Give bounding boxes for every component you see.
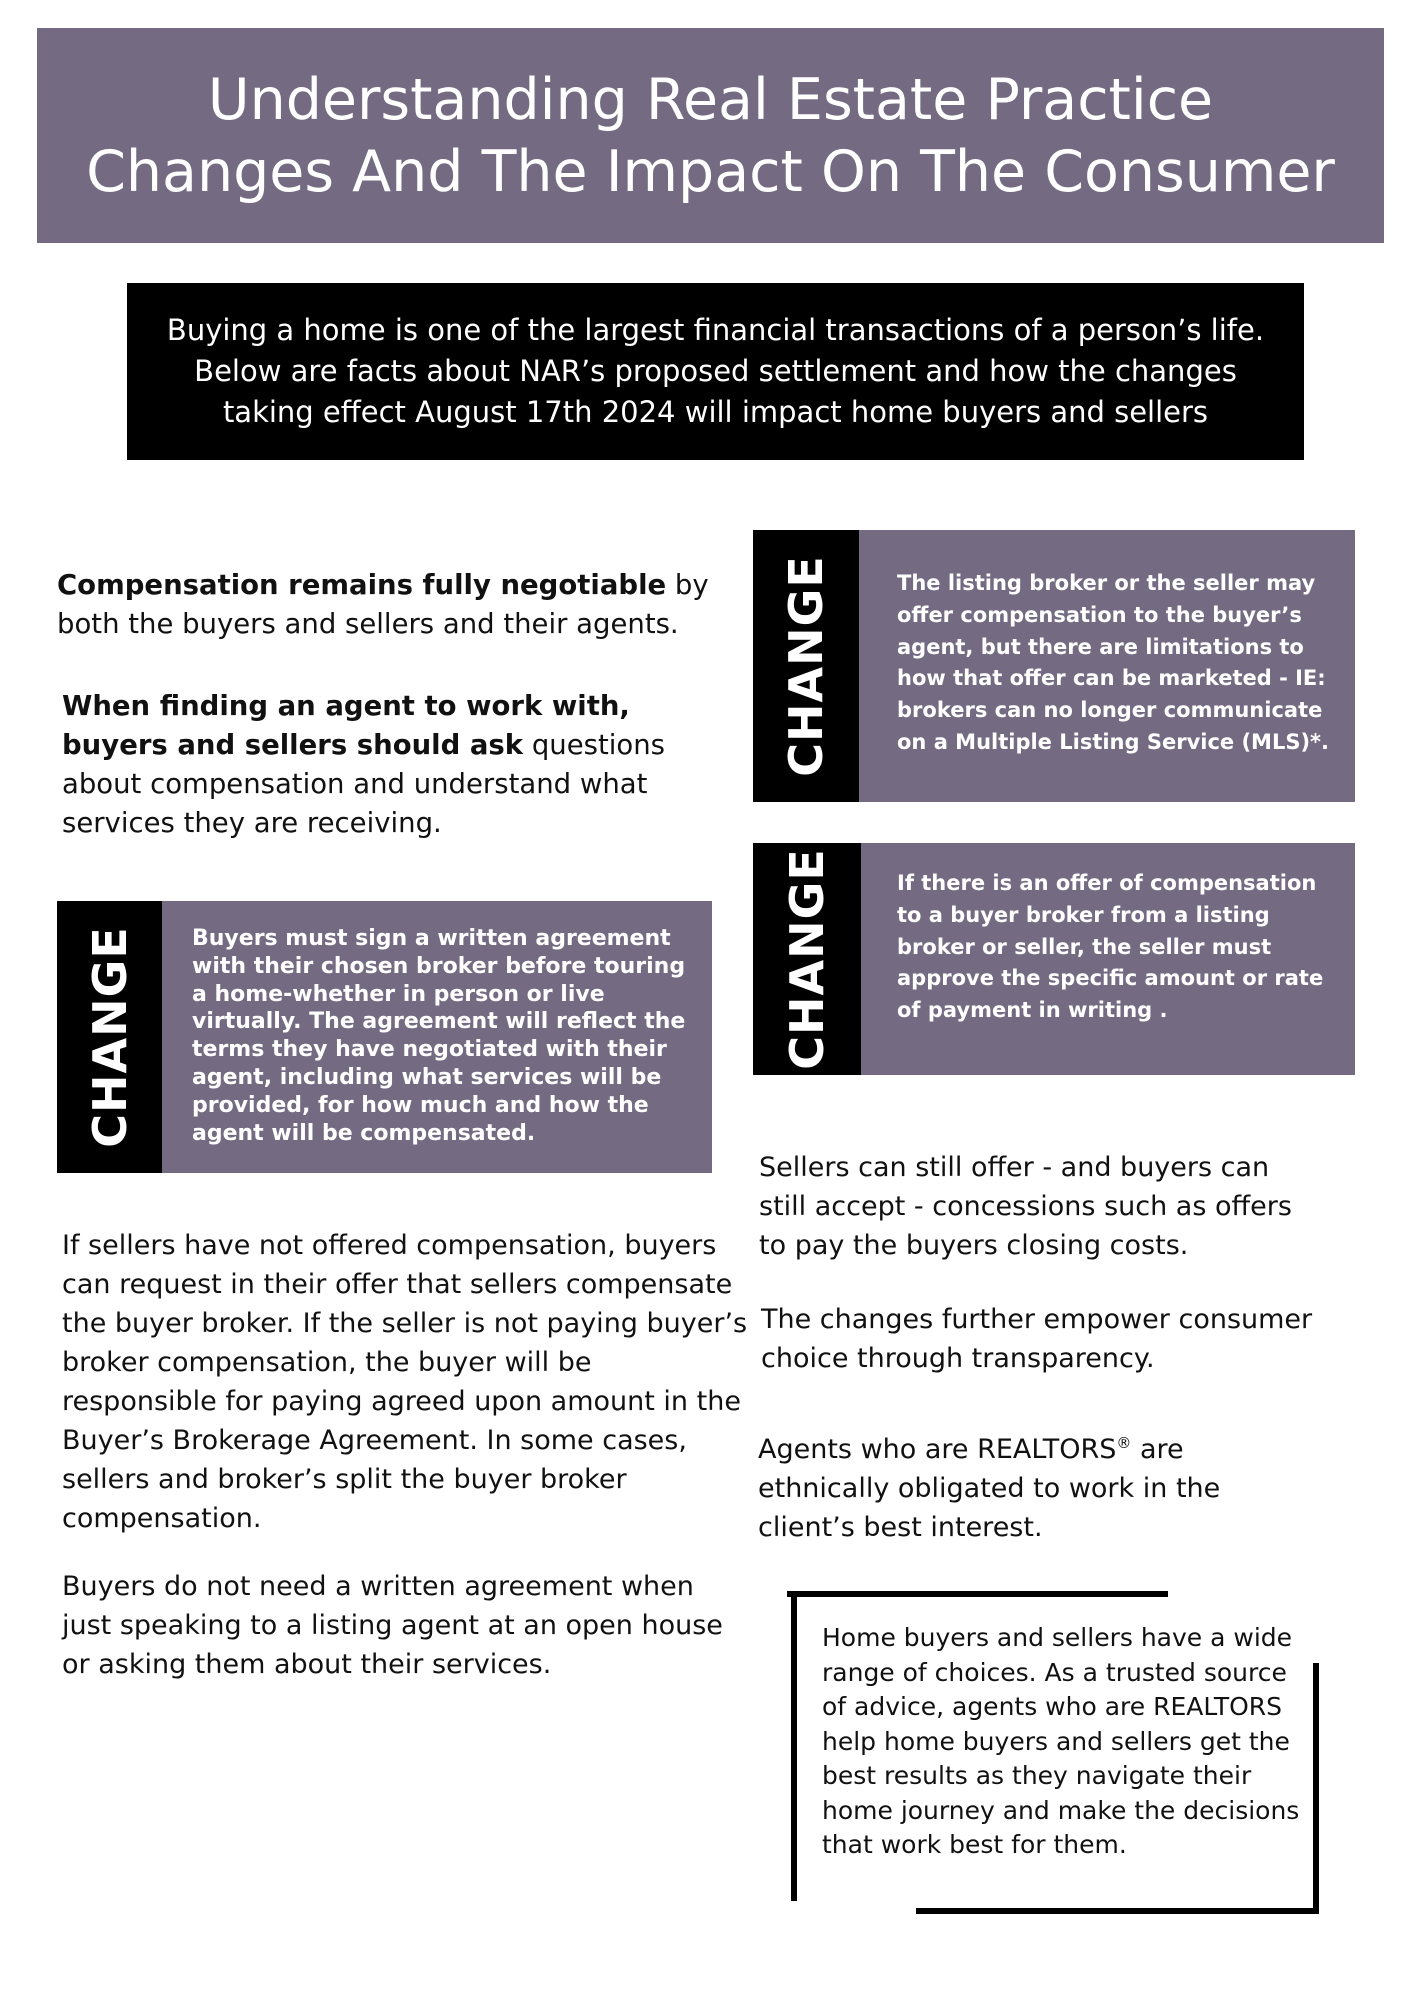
intro-box [127, 283, 1304, 460]
change-card-line: The listing broker or the seller may [897, 571, 1316, 595]
paragraph-line: Sellers can still offer - and buyers can [759, 1152, 1270, 1183]
change-tag [753, 530, 859, 802]
change-tag [753, 843, 861, 1075]
paragraph-line: Buyers do not need a written agreement when [62, 1571, 694, 1602]
paragraph-line: Buyer’s Brokerage Agreement. In some cases, [62, 1425, 687, 1456]
paragraph-line: The changes further empower consumer [761, 1304, 1313, 1335]
finding-rest-2: questions [523, 729, 665, 761]
change-card-line: a home-whether in person or live [192, 981, 605, 1007]
change-card-line: agent will be compensated. [192, 1120, 536, 1146]
change-card-seller-approval [753, 843, 1355, 1075]
empower-paragraph [761, 1300, 1312, 1378]
change-card-written-agreement [57, 901, 712, 1173]
finding-bold-2: buyers and sellers should ask [62, 729, 524, 761]
change-tag-label: CHANGE [779, 555, 833, 777]
negotiable-paragraph [57, 566, 709, 644]
change-card-line: approve the specific amount or rate [897, 966, 1324, 991]
paragraph-line: responsible for paying agreed upon amount in the [62, 1386, 741, 1417]
bracket-right-line [1313, 1663, 1319, 1914]
paragraph-line: or asking them about their services. [62, 1649, 552, 1680]
intro-line-3: taking effect August 17th 2024 will impact home buyers and sellers [222, 395, 1209, 429]
change-card-line: broker or seller, the seller must [897, 934, 1272, 959]
paragraph-line: the buyer broker. If the seller is not paying buyer’s [62, 1308, 748, 1339]
paragraph-line: to pay the buyers closing costs. [759, 1230, 1189, 1261]
change-tag-label: CHANGE [780, 848, 834, 1070]
finding-line-3: about compensation and understand what [62, 768, 648, 800]
negotiable-bold: Compensation remains fully negotiable [57, 569, 667, 601]
paragraph-line: choice through transparency. [761, 1343, 1155, 1374]
change-card-line: brokers can no longer communicate [897, 698, 1323, 723]
change-card-line: to a buyer broker from a listing [897, 902, 1270, 927]
change-card-line: Buyers must sign a written agreement [192, 926, 671, 951]
registered-mark: ® [1116, 1434, 1132, 1452]
paragraph-line: client’s best interest. [758, 1512, 1043, 1543]
change-tag [57, 901, 162, 1173]
change-card-line: If there is an offer of compensation [897, 871, 1317, 895]
change-card-listing-broker [753, 530, 1355, 802]
change-card-line: virtually. The agreement will reflect the [192, 1009, 686, 1035]
concessions-paragraph [759, 1148, 1292, 1265]
finding-bold-1: When finding an agent to work with, [62, 690, 630, 722]
paragraph-line: still accept - concessions such as offers [759, 1191, 1292, 1222]
change-card-text [897, 868, 1323, 1027]
quote-line: that work best for them. [822, 1830, 1127, 1859]
realtors-text-end: are [1131, 1434, 1184, 1465]
realtors-paragraph [758, 1424, 1220, 1547]
paragraph-line: ethnically obligated to work in the [758, 1473, 1221, 1504]
negotiable-line-2: both the buyers and sellers and their agents. [57, 608, 679, 640]
change-card-line: how that offer can be marketed - IE: [897, 666, 1326, 691]
quote-line: of advice, agents who are REALTORS [822, 1692, 1283, 1721]
change-card-text [192, 925, 685, 1147]
quote-line: Home buyers and sellers have a wide [822, 1623, 1293, 1652]
change-card-line: provided, for how much and how the [192, 1092, 649, 1118]
change-card-line: terms they have negotiated with their [192, 1037, 667, 1063]
finding-agent-paragraph [62, 687, 665, 843]
paragraph-line: just speaking to a listing agent at an open house [62, 1610, 723, 1641]
negotiable-rest: by [666, 569, 709, 601]
change-card-line: agent, including what services will be [192, 1064, 662, 1090]
bracket-bottom-line [916, 1908, 1319, 1914]
change-card-line: with their chosen broker before touring [192, 953, 686, 979]
not-offered-paragraph [62, 1226, 747, 1538]
realtors-text: Agents who are REALTORS [758, 1434, 1117, 1465]
paragraph-line: If sellers have not offered compensation, buyers [62, 1230, 717, 1261]
change-card-line: agent, but there are limitations to [897, 634, 1304, 659]
change-card-text [897, 568, 1329, 759]
paragraph-line: compensation. [62, 1503, 262, 1534]
finding-line-4: services they are receiving. [62, 807, 442, 839]
open-house-paragraph [62, 1567, 723, 1684]
paragraph-line: can request in their offer that sellers compensate [62, 1269, 733, 1300]
quote-line: help home buyers and sellers get the [822, 1726, 1290, 1756]
quote-line: best results as they navigate their [822, 1761, 1252, 1790]
quote-text [822, 1621, 1299, 1863]
intro-line-2: Below are facts about NAR’s proposed settlement and how the changes [194, 354, 1237, 388]
intro-line-1: Buying a home is one of the largest financial transactions of a person’s life. [166, 313, 1265, 347]
page-title-line-2: Changes And The Impact On The Consumer [86, 138, 1335, 205]
bracket-top-line [787, 1591, 1168, 1597]
change-card-line: on a Multiple Listing Service (MLS)*. [897, 729, 1330, 754]
page-title-line-1: Understanding Real Estate Practice [207, 66, 1214, 133]
page-header [37, 28, 1384, 243]
change-card-line: of payment in writing . [897, 998, 1168, 1023]
paragraph-line: sellers and broker’s split the buyer broker [62, 1464, 627, 1495]
change-tag-label: CHANGE [82, 926, 137, 1148]
change-card-line: offer compensation to the buyer’s [897, 602, 1302, 627]
bracket-left-line [791, 1591, 797, 1901]
paragraph-line: broker compensation, the buyer will be [62, 1347, 592, 1378]
quote-line: range of choices. As a trusted source [822, 1657, 1287, 1687]
quote-line: home journey and make the decisions [822, 1795, 1300, 1825]
